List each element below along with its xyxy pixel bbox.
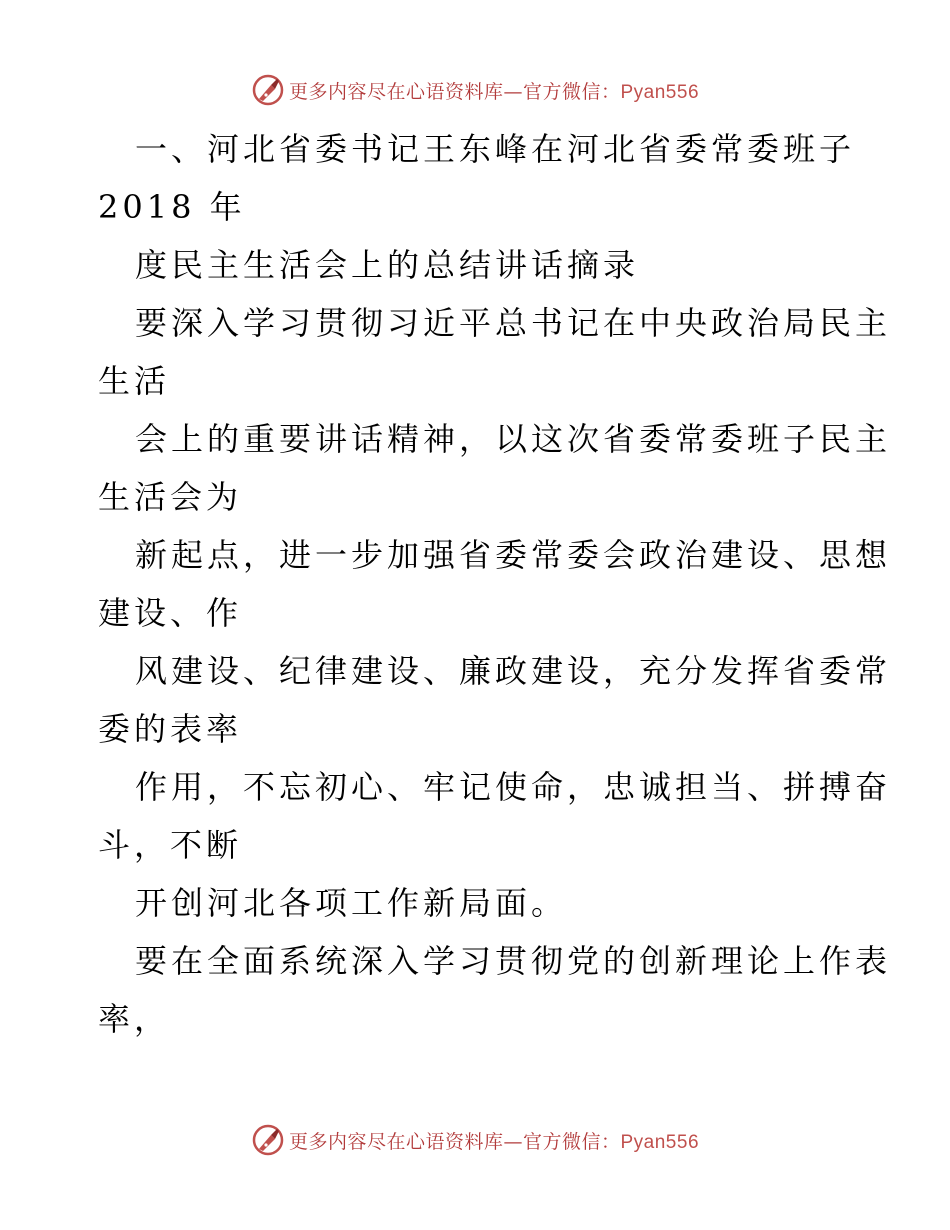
text-line: 生活 (98, 362, 171, 400)
text-line: 斗，不断 (98, 826, 243, 864)
text-line: 委的表率 (98, 710, 243, 748)
watermark-text: 更多内容尽在心语资料库—官方微信：Pyan556 (288, 1130, 700, 1153)
text-line: 要在全面系统深入学习贯彻党的创新理论上作表 (135, 942, 892, 980)
text-line: 新起点，进一步加强省委常委会政治建设、思想 (135, 536, 892, 574)
text-line: 2018 年 (98, 188, 246, 226)
text-line: 要深入学习贯彻习近平总书记在中央政治局民主 (135, 304, 892, 342)
text-line: 开创河北各项工作新局面。 (135, 884, 568, 922)
text-line: 一、河北省委书记王东峰在河北省委常委班子 (135, 130, 856, 168)
footer-watermark (0, 1120, 950, 1160)
text-line: 度民主生活会上的总结讲话摘录 (135, 246, 640, 284)
text-line: 会上的重要讲话精神，以这次省委常委班子民主 (135, 420, 892, 458)
header-watermark (0, 70, 950, 110)
text-line: 风建设、纪律建设、廉政建设，充分发挥省委常 (135, 652, 892, 690)
pen-nib-logo-icon (251, 73, 285, 107)
pen-nib-logo-icon (251, 1123, 285, 1157)
text-line: 作用，不忘初心、牢记使命，忠诚担当、拼搏奋 (135, 768, 892, 806)
watermark-text: 更多内容尽在心语资料库—官方微信：Pyan556 (288, 80, 700, 103)
text-line: 建设、作 (98, 594, 243, 632)
text-line: 率， (98, 1000, 171, 1038)
text-line: 生活会为 (98, 478, 243, 516)
